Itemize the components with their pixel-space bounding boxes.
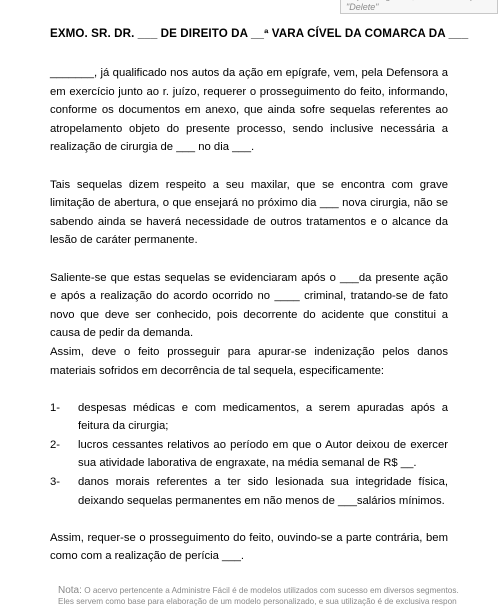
list-item — [50, 436, 448, 473]
paragraph-damages-intro: Assim, deve o feito prosseguir para apurar-se indenização pelos danos materiais sofridos em decorrência de tal sequela, especificamente: — [50, 345, 448, 377]
footer-note — [58, 585, 498, 607]
note-label: Nota: — [58, 585, 82, 596]
list-item — [50, 473, 448, 510]
tooltip-box — [340, 0, 498, 14]
tooltip-text: "Delete" — [346, 2, 379, 12]
document-body — [50, 64, 448, 585]
damages-list — [50, 399, 448, 511]
paragraph-closing: Assim, requer-se o prosseguimento do feito, ouvindo-se a parte contrária, bem como com a realização de perícia ___. — [50, 531, 448, 563]
list-number: 3- — [50, 476, 61, 489]
list-item — [50, 399, 448, 436]
note-line-2: Eles servem como base para elaboração de um modelo personalizado, e sua utilização é de exclusiva respon — [58, 597, 457, 606]
list-number: 2- — [50, 438, 61, 451]
list-text: despesas médicas e com medicamentos, a serem apuradas após a feitura da cirurgia; — [78, 401, 448, 433]
list-text: danos morais referentes a ter sido lesionada sua integridade física, deixando sequelas permanentes em não menos de ___salários mínimos. — [78, 476, 448, 507]
list-number: 1- — [50, 401, 61, 414]
paragraph-request: _______, já qualificado nos autos da ação em epígrafe, vem, pela Defensora a em exercício junto ao r. juízo, requerer o prosseguimento do feito, informando, conforme os documentos em anexo, que ainda sofre sequelas referentes ao atropelamento objeto do presente processo, sendo inclusive necessária a realização de cirurgia de ___ no dia ___. — [50, 67, 448, 154]
document-heading: EXMO. SR. DR. ___ DE DIREITO DA __ª VARA CÍVEL DA COMARCA DA ___ — [50, 27, 469, 40]
list-text: lucros cessantes relativos ao período em que o Autor deixou de exercer sua atividade laborativa de engraxate, na média semanal de R$ __. — [78, 438, 448, 470]
paragraph-sequelae: Tais sequelas dizem respeito a seu maxilar, que se encontra com grave limitação de abertura, o que ensejará no próximo dia ___ nova cirurgia, não se sabendo ainda se haverá necessidade de outros tratamentos e o alcance da lesão de caráter permanente. — [50, 178, 448, 247]
paragraph-new-fact: Saliente-se que estas sequelas se evidenciaram após o ___da presente ação e após a realização do acordo ocorrido no ____ criminal, tratando-se de fato novo que deve ser conhecido, pois decorrente do acidente que constitui a causa de pedir da demanda. — [50, 271, 448, 340]
note-line-1: O acervo pertencente a Administre Fácil é de modelos utilizados com sucesso em diversos segmentos. — [84, 586, 459, 595]
